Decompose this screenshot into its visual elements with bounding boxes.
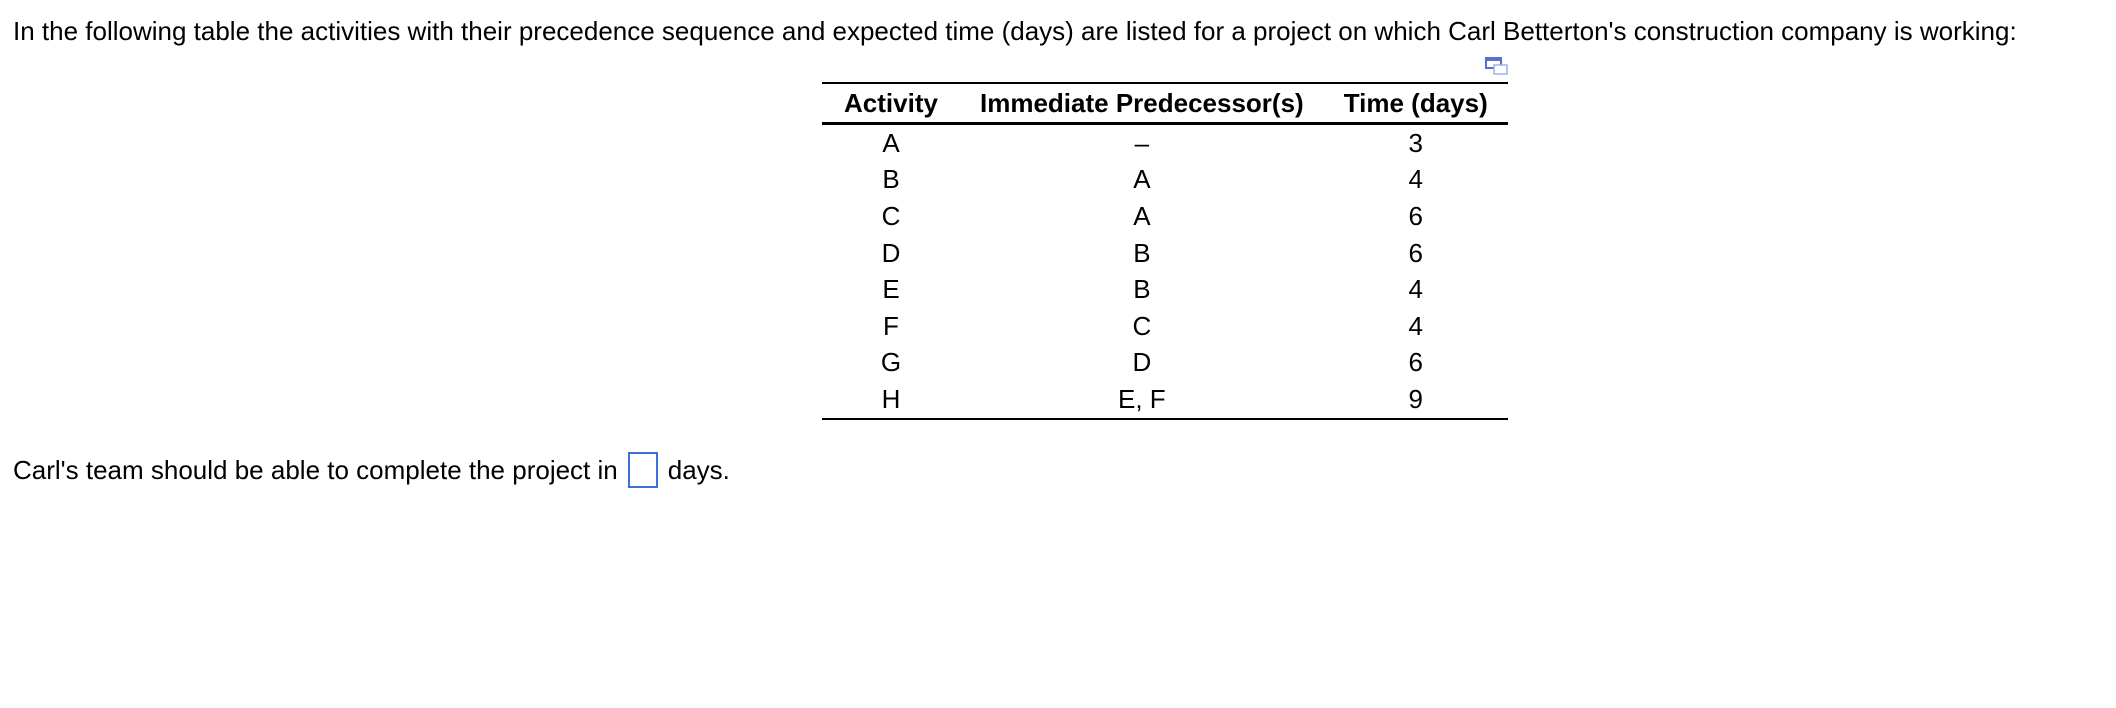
header-predecessors: Immediate Predecessor(s): [960, 83, 1324, 124]
cell-activity: F: [883, 310, 899, 341]
cell-predecessors: B: [1133, 237, 1151, 268]
table-row: [822, 162, 1508, 199]
table-row: [822, 271, 1508, 308]
cell-time: 6: [1408, 200, 1423, 231]
header-time: Time (days): [1324, 83, 1508, 124]
cell-time: 6: [1408, 347, 1423, 378]
header-activity: Activity: [822, 83, 960, 124]
cell-predecessors: E, F: [960, 381, 1324, 419]
cell-predecessors: C: [1132, 310, 1152, 341]
cell-activity: E: [882, 274, 900, 305]
table-row: [822, 308, 1508, 345]
cell-time: 4: [1408, 310, 1423, 341]
answer-sentence: [13, 452, 730, 488]
cell-predecessors: A: [1133, 164, 1151, 195]
table-row: [822, 198, 1508, 235]
question-intro: In the following table the activities with their precedence sequence and expected time (days) are listed for a project on which Carl Betterton's construction company is working:: [13, 16, 2017, 46]
cell-activity: D: [881, 237, 901, 268]
answer-suffix: days.: [667, 455, 730, 485]
cell-time: 9: [1324, 381, 1508, 419]
cell-predecessors: A: [1133, 200, 1151, 231]
cell-activity: G: [880, 347, 902, 378]
cell-activity: C: [881, 200, 901, 231]
cell-predecessors: –: [1134, 127, 1150, 158]
answer-prefix: Carl's team should be able to complete the project in: [13, 455, 618, 485]
copy-table-icon[interactable]: [1485, 56, 1509, 76]
table-header-row: [822, 83, 1508, 124]
cell-time: 4: [1408, 274, 1423, 305]
table-row: [822, 124, 1508, 162]
cell-activity: A: [882, 127, 900, 158]
cell-time: 3: [1408, 127, 1423, 158]
cell-predecessors: D: [1132, 347, 1152, 378]
answer-input[interactable]: [628, 452, 658, 488]
cell-time: 6: [1408, 237, 1423, 268]
table-row: [822, 235, 1508, 272]
activity-table: [822, 82, 1508, 420]
cell-activity: B: [882, 164, 900, 195]
cell-activity: H: [822, 381, 960, 419]
cell-predecessors: B: [1133, 274, 1151, 305]
table-row: [822, 345, 1508, 382]
cell-time: 4: [1408, 164, 1423, 195]
table-row: [822, 381, 1508, 419]
